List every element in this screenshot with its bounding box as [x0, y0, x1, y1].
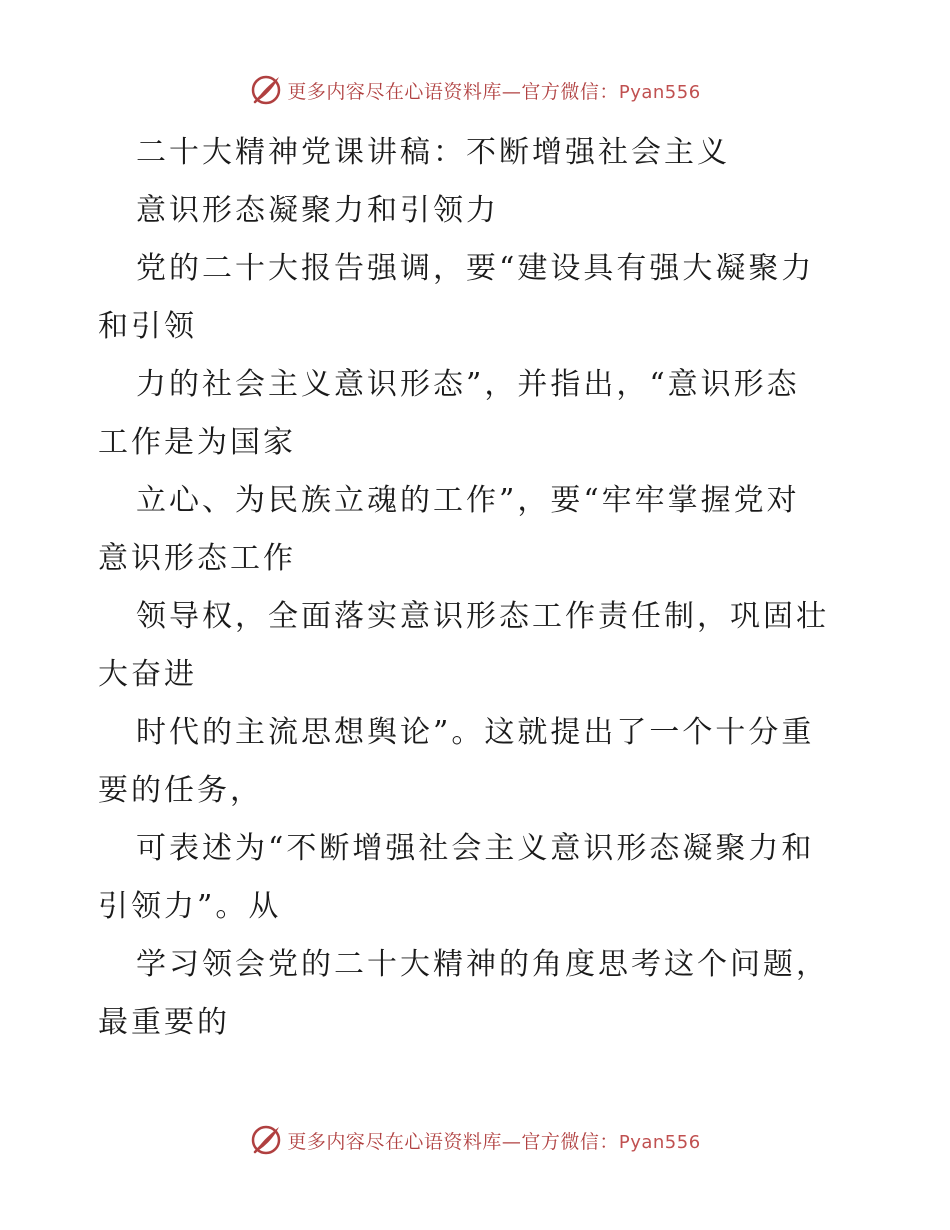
quill-pen-logo-icon [249, 73, 283, 107]
footer-banner-wechat-id: Pyan556 [618, 1131, 701, 1153]
document-line: 二十大精神党课讲稿：不断增强社会主义 [136, 135, 730, 170]
header-banner-text [287, 77, 700, 104]
document-line: 领导权，全面落实意识形态工作责任制，巩固壮 [136, 599, 829, 634]
document-line: 工作是为国家 [98, 425, 296, 460]
document-line: 可表述为“不断增强社会主义意识形态凝聚力和 [136, 831, 815, 866]
footer-banner-separator: — [501, 1130, 522, 1153]
document-line: 力的社会主义意识形态”，并指出，“意识形态 [136, 367, 800, 402]
header-banner-main: 更多内容尽在心语资料库 [287, 80, 502, 103]
document-line: 时代的主流思想舆论”。这就提出了一个十分重 [136, 715, 815, 750]
document-line: 最重要的 [98, 1005, 230, 1040]
document-line: 立心、为民族立魂的工作”，要“牢牢掌握党对 [136, 483, 800, 518]
footer-banner-text [287, 1127, 700, 1154]
header-banner-wechat-id: Pyan556 [618, 81, 701, 103]
footer-banner-official: 官方微信： [521, 1130, 619, 1153]
document-body [98, 124, 858, 1052]
header-banner-official: 官方微信： [521, 80, 619, 103]
document-line: 意识形态工作 [98, 541, 296, 576]
document-line: 大奋进 [98, 657, 197, 692]
document-line: 党的二十大报告强调，要“建设具有强大凝聚力 [136, 251, 815, 286]
footer-watermark-banner [0, 1120, 950, 1160]
document-line: 要的任务， [98, 773, 263, 808]
document-line: 意识形态凝聚力和引领力 [136, 193, 499, 228]
header-watermark-banner [0, 70, 950, 110]
quill-pen-logo-icon [249, 1123, 283, 1157]
header-banner-separator: — [501, 80, 522, 103]
footer-banner-main: 更多内容尽在心语资料库 [287, 1130, 502, 1153]
document-line: 和引领 [98, 309, 197, 344]
document-line: 学习领会党的二十大精神的角度思考这个问题， [136, 947, 829, 982]
document-line: 引领力”。从 [98, 889, 282, 924]
